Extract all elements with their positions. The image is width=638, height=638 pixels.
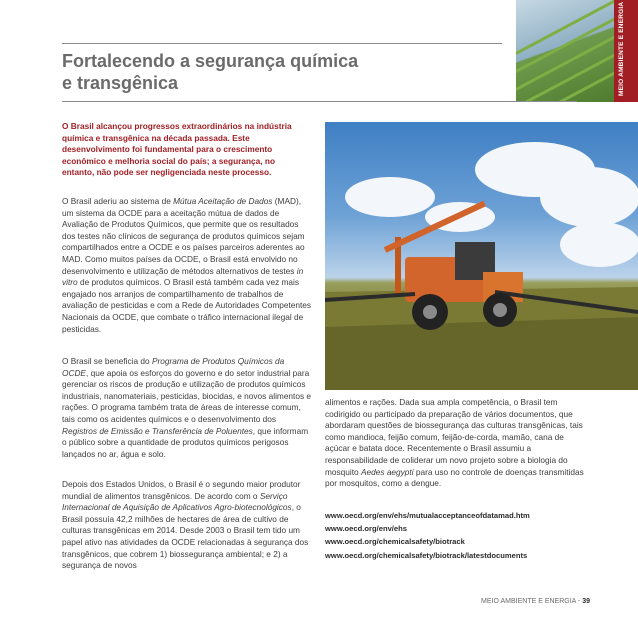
paragraph-biosafety-mosquito: Aedes aegypti: [360, 466, 414, 477]
footer-section: MEIO AMBIENTE E ENERGIA: [481, 598, 576, 605]
paragraph-program-text-2: , que apoia os esforços do governo e do setor industrial para gerenciar os riscos de produção e utilização de produtos químicos industriais, nanomateriais, pesticidas, biocidas, e novos alimentos e rações. O programa também trata de áreas de interesse comum, tais como os acidentes químicos e o desenvolvimento dos: [62, 367, 312, 424]
page-number: 39: [582, 598, 590, 605]
sprayer-tractor-illustration: [325, 122, 638, 390]
paragraph-program-text-1: O Brasil se beneficia do: [62, 356, 152, 366]
paragraph-program-text-3: , que informam o público sobre a quantidade de produtos químicos perigosos lançados no ar, água e solo.: [62, 425, 309, 459]
paragraph-biosafety: [325, 397, 587, 490]
paragraph-mad-term: Mútua Aceitação de Dados: [173, 196, 273, 206]
paragraph-program-name: Programa de Produtos Químicos da OCDE: [62, 356, 285, 378]
tractor-spraying-photo: [325, 122, 638, 390]
link-mutual-acceptance[interactable]: www.oecd.org/env/ehs/mutualacceptanceofdatamad.htm: [325, 511, 530, 520]
title-top-rule: [62, 43, 502, 44]
link-env-ehs[interactable]: www.oecd.org/env/ehs: [325, 524, 408, 534]
section-side-tab: [614, 0, 638, 102]
section-side-tab-label: MEIO AMBIENTE E ENERGIA: [618, 1, 625, 96]
page-title: [62, 50, 502, 94]
title-bottom-rule: [62, 101, 577, 102]
page-title-line2: e transgênica: [62, 73, 179, 93]
link-biotrack[interactable]: www.oecd.org/chemicalsafety/biotrack: [325, 537, 465, 547]
paragraph-chemicals-program: [62, 356, 312, 460]
paragraph-mad-text-2: (MAD), um sistema da OCDE para a aceitação mútua de dados de Avaliação de Produtos Químicos, que permite que os resultados dos testes não clínicos de segurança de produtos químicos sejam compartilhados entre a OCDE e os países parceiros aderentes ao MAD. Como muitos países da OCDE, o Brasil está envolvido no desenvolvimento e utilização de métodos alternativos de testes: [62, 196, 305, 276]
paragraph-mad: [62, 196, 312, 335]
paragraph-biosafety-text-1: alimentos e rações. Dada sua ampla competência, o Brasil tem codirigido ou participado da preparação de vários documentos, que abordaram questões de biossegurança das culturas transgênicas, tais como mandioca, feijão comum, feijão-de-corda, mamão, cana de açúcar e batata doce. Recentemente o Brasil assumiu a responsabilidade de coliderar um novo projeto sobre a biologia do mosquito: [325, 397, 583, 477]
paragraph-transgenic-service: Serviço Internacional de Aquisição de Aplicativos Agro-biotecnológicos: [62, 490, 292, 513]
paragraph-mad-text-3: de produtos químicos. O Brasil está também cada vez mais engajado nos arranjos de compartilhamento de trabalhos de avaliação de pesticidas e com a Rede de Autoridades Competentes Nacionais da OCDE, que combate o tráfico internacional ilegal de pesticidas.: [62, 277, 312, 334]
paragraph-mad-in-vitro: in vitro: [62, 265, 304, 288]
footer-separator: -: [575, 598, 583, 605]
paragraph-transgenic: [62, 479, 312, 572]
reference-links: [325, 509, 595, 562]
paragraph-biosafety-text-2: para uso no controle de doenças transmitidas por mosquitos, como a dengue.: [325, 466, 584, 489]
page-title-line1: Fortalecendo a segurança química: [62, 51, 359, 71]
paragraph-program-registers: Registros de Emissão e Transferência de Poluentes: [62, 425, 253, 436]
link-biotrack-latest[interactable]: www.oecd.org/chemicalsafety/biotrack/latestdocuments: [325, 550, 528, 560]
page-footer: [460, 598, 590, 605]
lead-paragraph: O Brasil alcançou progressos extraordinários na indústria química e transgênica na década passada. Este desenvolvimento foi fundamental para o crescimento econômico e melhoria social do país; a segurança, no entanto, não pode ser negligenciada neste processo.: [62, 121, 292, 178]
paragraph-transgenic-text-2: , o Brasil possuía 42,2 milhões de hectares de área de cultivo de culturas transgênicas em 2014. Desde 2003 o Brasil tem tido um papel ativo nas atividades da OCDE relacionadas à segurança dos transgênicos, que cobrem 1) biossegurança ambiental; e 2) a segurança de novos: [62, 502, 309, 571]
header-crop-field-photo: [516, 0, 614, 102]
paragraph-mad-text-1: O Brasil aderiu ao sistema de: [62, 196, 174, 206]
paragraph-transgenic-text-1: Depois dos Estados Unidos, o Brasil é o segundo maior produtor mundial de alimentos transgênicos. De acordo com o: [62, 479, 301, 501]
